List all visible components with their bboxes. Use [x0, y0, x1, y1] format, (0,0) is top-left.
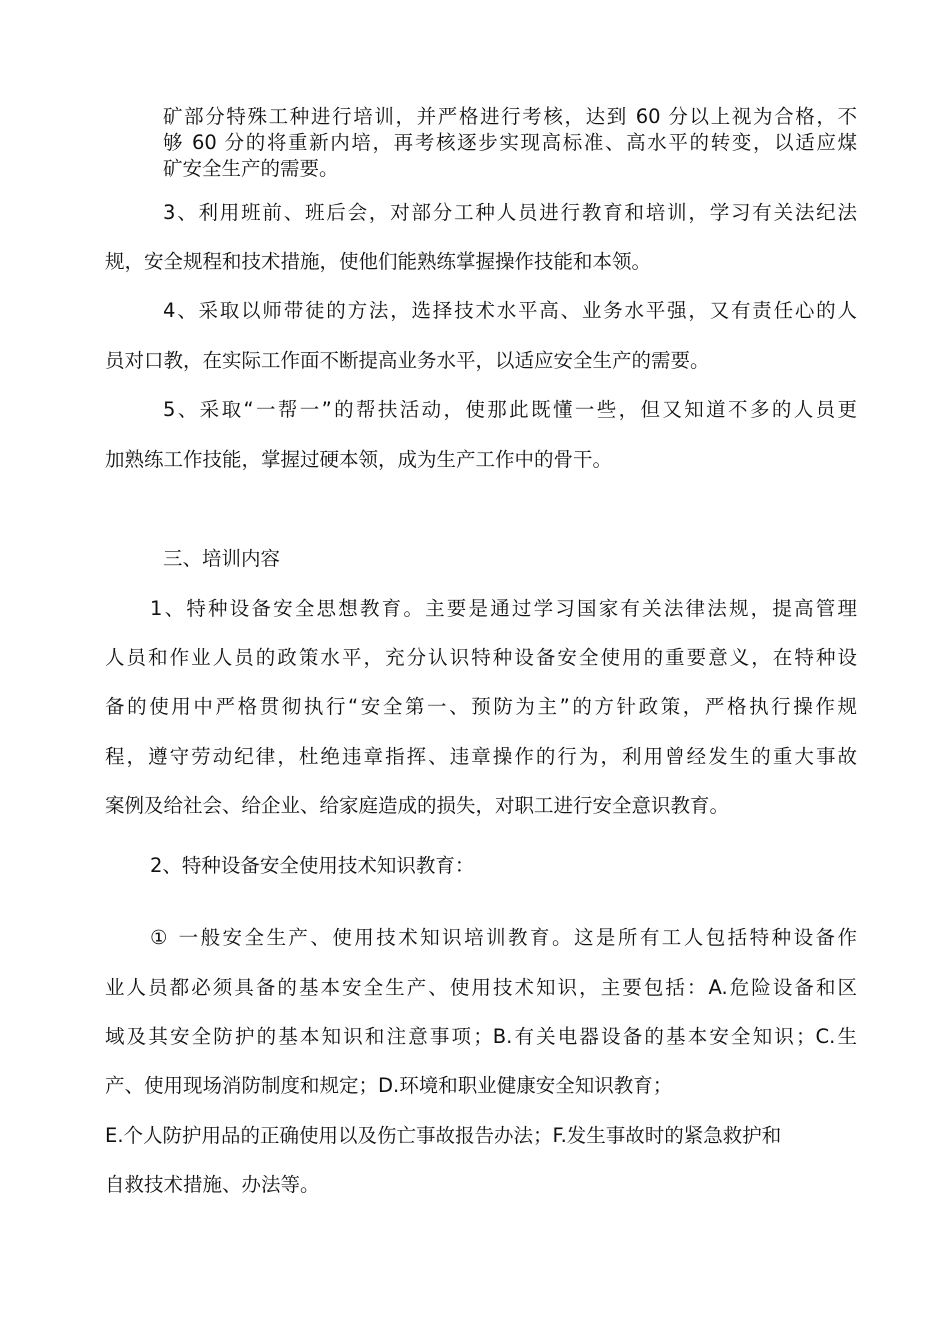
text-line: 自救技术措施、办法等。 [105, 1173, 320, 1196]
text-line: 业人员都必须具备的基本安全生产、使用技术知识，主要包括：A.危险设备和区 [105, 976, 857, 999]
text-line: 1、特种设备安全思想教育。主要是通过学习国家有关法律法规，提高管理 [150, 597, 857, 620]
text-line: ① 一般安全生产、使用技术知识培训教育。这是所有工人包括特种设备作 [150, 926, 857, 949]
text-line: 5、采取“一帮一”的帮扶活动，使那此既懂一些，但又知道不多的人员更 [163, 398, 857, 421]
text-line: 案例及给社会、给企业、给家庭造成的损失，对职工进行安全意识教育。 [105, 794, 730, 817]
text-line: 员对口教，在实际工作面不断提高业务水平，以适应安全生产的需要。 [105, 349, 710, 372]
text-line: 矿安全生产的需要。 [163, 157, 339, 180]
text-line: 程，遵守劳动纪律，杜绝违章指挥、违章操作的行为，利用曾经发生的重大事故 [105, 745, 857, 768]
section-heading: 三、培训内容 [163, 547, 281, 570]
text-line: 够 60 分的将重新内培，再考核逐步实现高标准、高水平的转变，以适应煤 [163, 131, 857, 154]
text-line: 备的使用中严格贯彻执行“安全第一、预防为主”的方针政策，严格执行操作规 [105, 695, 857, 718]
text-line: E.个人防护用品的正确使用以及伤亡事故报告办法；F.发生事故时的紧急救护和 [105, 1124, 782, 1147]
text-line: 规，安全规程和技术措施，使他们能熟练掌握操作技能和本领。 [105, 250, 652, 273]
text-line: 人员和作业人员的政策水平，充分认识特种设备安全使用的重要意义，在特种设 [105, 646, 857, 669]
text-line: 4、采取以师带徒的方法，选择技术水平高、业务水平强，又有责任心的人 [163, 299, 857, 322]
text-line: 2、特种设备安全使用技术知识教育： [150, 854, 475, 877]
text-line: 域及其安全防护的基本知识和注意事项；B.有关电器设备的基本安全知识；C.生 [105, 1025, 857, 1048]
text-line: 矿部分特殊工种进行培训，并严格进行考核，达到 60 分以上视为合格，不 [163, 105, 857, 128]
text-line: 产、使用现场消防制度和规定；D.环境和职业健康安全知识教育； [105, 1074, 673, 1097]
text-line: 加熟练工作技能，掌握过硬本领，成为生产工作中的骨干。 [105, 448, 613, 471]
text-line: 3、利用班前、班后会，对部分工种人员进行教育和培训，学习有关法纪法 [163, 201, 857, 224]
